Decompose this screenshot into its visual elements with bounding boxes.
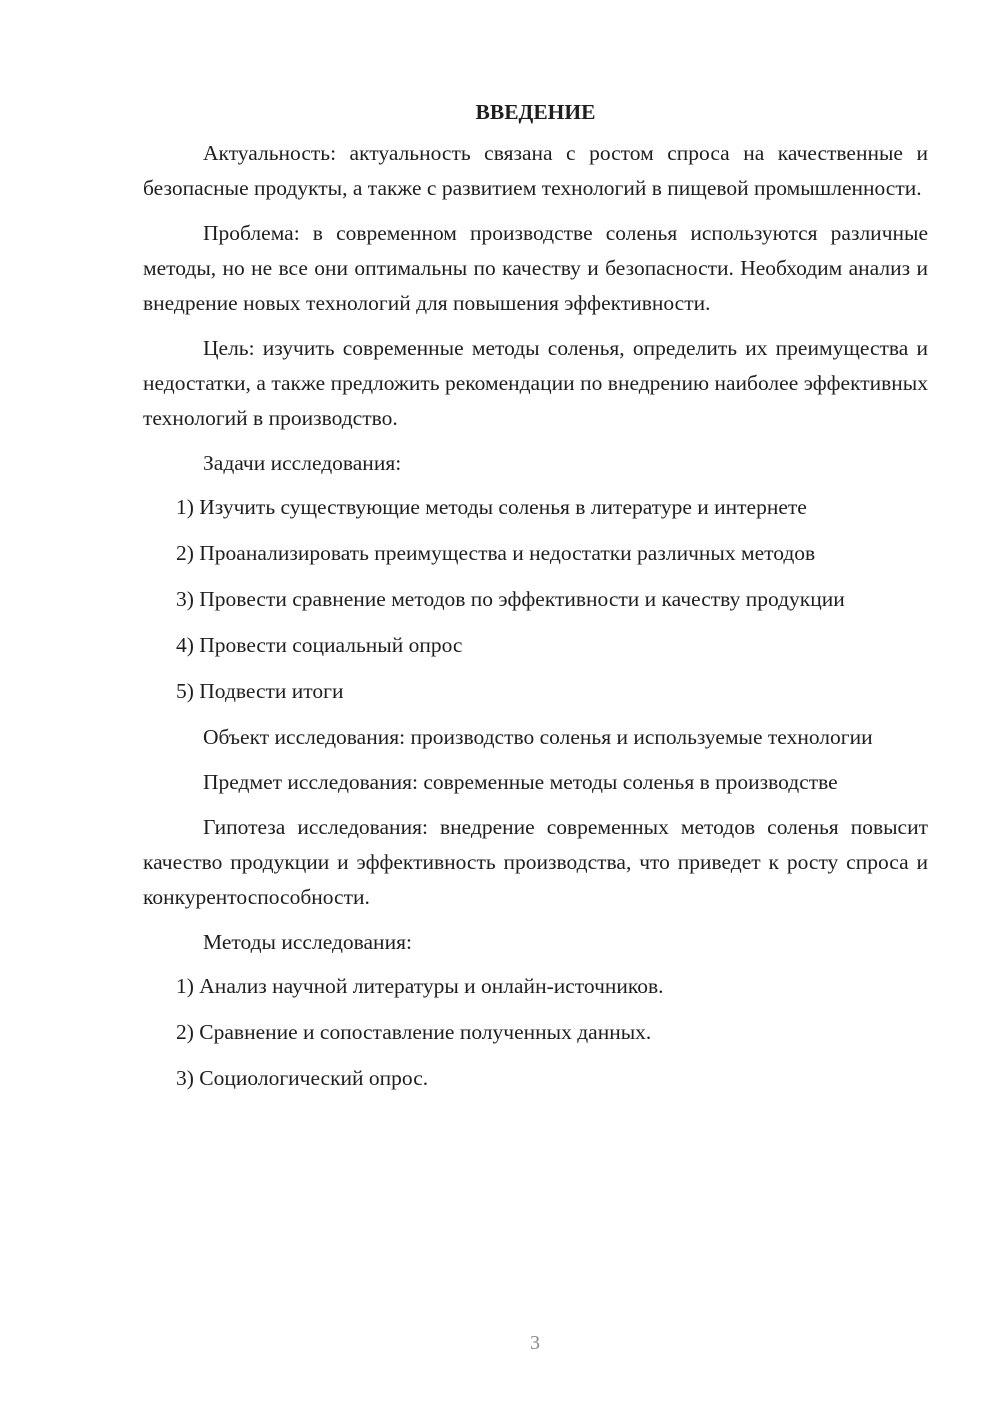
task-item: 5) Подвести итоги	[176, 679, 344, 703]
page-content	[143, 95, 928, 1107]
object-paragraph: Объект исследования: производство соленья и используемые технологии	[203, 725, 873, 749]
goal-paragraph: Цель: изучить современные методы соленья, определить их преимущества и недостатки, а также предложить рекомендации по внедрению наиболее эффективных технологий в производство.	[143, 336, 928, 430]
methods-label: Методы исследования:	[203, 930, 412, 954]
subject-paragraph: Предмет исследования: современные методы соленья в производстве	[203, 770, 838, 794]
tasks-label: Задачи исследования:	[203, 451, 402, 475]
task-item: 2) Проанализировать преимущества и недостатки различных методов	[176, 541, 816, 565]
problem-paragraph: Проблема: в современном производстве соленья используются различные методы, но не все они оптимальны по качеству и безопасности. Необходим анализ и внедрение новых технологий для повышения эффективности.	[143, 221, 928, 315]
method-item: 3) Социологический опрос.	[176, 1066, 429, 1090]
method-item: 1) Анализ научной литературы и онлайн-источников.	[176, 974, 664, 998]
task-item: 1) Изучить существующие методы соленья в литературе и интернете	[176, 495, 807, 519]
relevance-paragraph: Актуальность: актуальность связана с ростом спроса на качественные и безопасные продукты, а также с развитием технологий в пищевой промышленности.	[143, 141, 928, 200]
task-item: 3) Провести сравнение методов по эффективности и качеству продукции	[176, 587, 845, 611]
task-item: 4) Провести социальный опрос	[176, 633, 463, 657]
method-item: 2) Сравнение и сопоставление полученных данных.	[176, 1020, 652, 1044]
section-heading: ВВЕДЕНИЕ	[475, 100, 596, 124]
page-number: 3	[530, 1332, 540, 1354]
hypothesis-paragraph: Гипотеза исследования: внедрение современных методов соленья повысит качество продукции и эффективность производства, что приведет к росту спроса и конкурентоспособности.	[143, 815, 928, 909]
